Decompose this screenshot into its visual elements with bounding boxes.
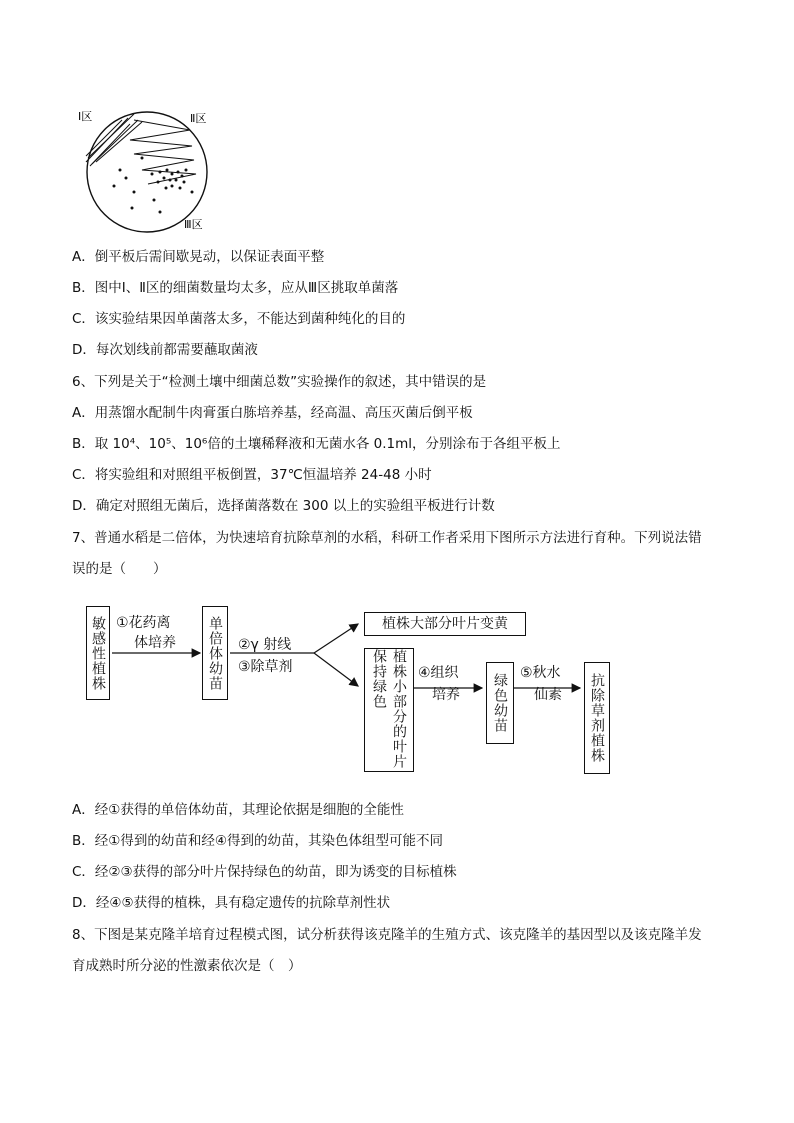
q5-option-a: A．倒平板后需间歇晃动，以保证表面平整 <box>72 249 325 265</box>
box-haploid-seedling: 单倍体幼苗 <box>202 606 228 700</box>
q7-stem-line2: 误的是（ ） <box>72 561 167 577</box>
zone2-streaks <box>130 120 196 184</box>
q6-option-a: A．用蒸馏水配制牛肉膏蛋白胨培养基，经高温、高压灭菌后倒平板 <box>72 405 473 421</box>
q5-option-d: D．每次划线前都需要蘸取菌液 <box>72 342 258 358</box>
breeding-diagram <box>86 600 626 780</box>
arrow1-label-1: ①花药离 <box>116 615 171 631</box>
petri-dish-figure <box>72 100 232 235</box>
box-resistant-plant: 抗除草剂植株 <box>584 662 610 774</box>
arrow3-label-2: 培养 <box>432 687 460 703</box>
q6-option-b: B．取 10⁴、10⁵、10⁶倍的土壤稀释液和无菌水各 0.1ml，分别涂布于各组平板上 <box>72 436 561 452</box>
q7-option-d: D．经④⑤获得的植株，具有稳定遗传的抗除草剂性状 <box>72 895 391 911</box>
q8-stem-line1: 8、下图是某克隆羊培育过程模式图，试分析获得该克隆羊的生殖方式、该克隆羊的基因型以及该克隆羊发 <box>72 927 702 943</box>
q6-option-d: D．确定对照组无菌后，选择菌落数在 300 以上的实验组平板进行计数 <box>72 498 495 514</box>
zone3-label: Ⅲ区 <box>184 218 203 231</box>
arrow-2-up <box>314 624 358 653</box>
q7-option-c: C．经②③获得的部分叶片保持绿色的幼苗，即为诱变的目标植株 <box>72 864 457 880</box>
box-green-leaves: 植株小部分的叶片保持绿色 <box>364 648 414 772</box>
zone2-label: Ⅱ区 <box>190 112 207 125</box>
arrow4-label-2: 仙素 <box>534 687 562 703</box>
arrow-2-down <box>314 653 358 686</box>
q5-option-c: C．该实验结果因单菌落太多，不能达到菌种纯化的目的 <box>72 311 406 327</box>
colonies <box>113 157 194 214</box>
q5-option-b: B．图中Ⅰ、Ⅱ区的细菌数量均太多，应从Ⅲ区挑取单菌落 <box>72 280 399 296</box>
box-yellow-leaves: 植株大部分叶片变黄 <box>364 612 526 636</box>
q6-stem: 6、下列是关于“检测土壤中细菌总数”实验操作的叙述，其中错误的是 <box>72 374 487 390</box>
arrow4-label-1: ⑤秋水 <box>520 665 561 681</box>
arrow2-label-2: ③除草剂 <box>238 659 293 675</box>
q6-option-c: C．将实验组和对照组平板倒置，37℃恒温培养 24-48 小时 <box>72 467 432 483</box>
q8-stem-line2: 育成熟时所分泌的性激素依次是（ ） <box>72 958 302 974</box>
box-sensitive-plant: 敏感性植株 <box>86 606 110 700</box>
q7-option-b: B．经①得到的幼苗和经④得到的幼苗，其染色体组型可能不同 <box>72 833 443 849</box>
q7-stem-line1: 7、普通水稻是二倍体，为快速培育抗除草剂的水稻，科研工作者采用下图所示方法进行育种。下列说法错 <box>72 530 702 546</box>
box-green-seedling: 绿色幼苗 <box>486 662 514 744</box>
arrow3-label-1: ④组织 <box>418 665 459 681</box>
arrow2-label-1: ②γ 射线 <box>238 637 292 653</box>
q7-option-a: A．经①获得的单倍体幼苗，其理论依据是细胞的全能性 <box>72 802 404 818</box>
arrow1-label-2: 体培养 <box>134 635 176 651</box>
zone1-label: Ⅰ区 <box>78 110 93 123</box>
